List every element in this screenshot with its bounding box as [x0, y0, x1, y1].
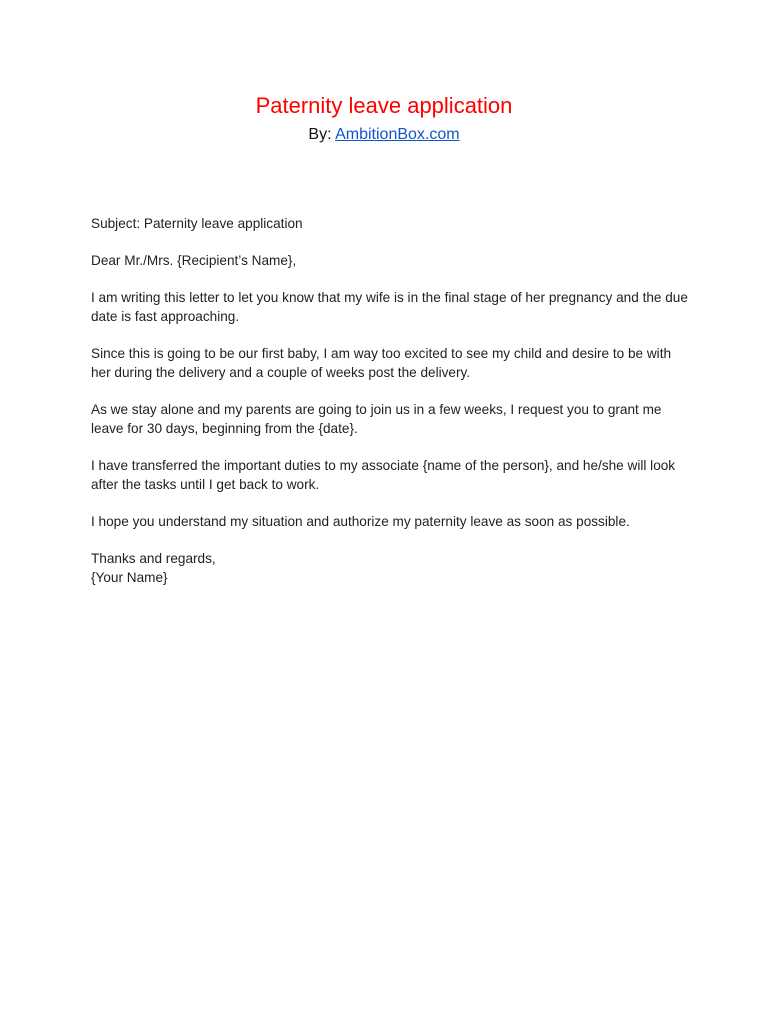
letter-paragraph: As we stay alone and my parents are going to join us in a few weeks, I request you to grant me leave for 30 days, beginning from the {date}. — [91, 402, 662, 436]
letter-signature: {Your Name} — [91, 570, 168, 585]
letter-salutation: Dear Mr./Mrs. {Recipient’s Name}, — [91, 253, 297, 268]
letter-body — [91, 214, 691, 587]
byline-prefix: By: — [308, 126, 336, 143]
document-title: Paternity leave application — [255, 93, 513, 118]
letter-paragraph: I have transferred the important duties to my associate {name of the person}, and he/she will look after the tasks until I get back to work. — [91, 458, 676, 492]
letter-subject: Subject: Paternity leave application — [91, 216, 303, 231]
letter-closing: Thanks and regards, — [91, 551, 216, 566]
letter-closing-block — [91, 549, 691, 587]
ambitionbox-link[interactable]: AmbitionBox.com — [335, 126, 460, 143]
letter-paragraph: Since this is going to be our first baby, I am way too excited to see my child and desire to be with her during the delivery and a couple of weeks post the delivery. — [91, 346, 672, 380]
byline — [0, 124, 768, 146]
letter-paragraph: I hope you understand my situation and authorize my paternity leave as soon as possible. — [91, 514, 630, 529]
letter-paragraph: I am writing this letter to let you know that my wife is in the final stage of her pregnancy and the due date is fast approaching. — [91, 290, 688, 324]
